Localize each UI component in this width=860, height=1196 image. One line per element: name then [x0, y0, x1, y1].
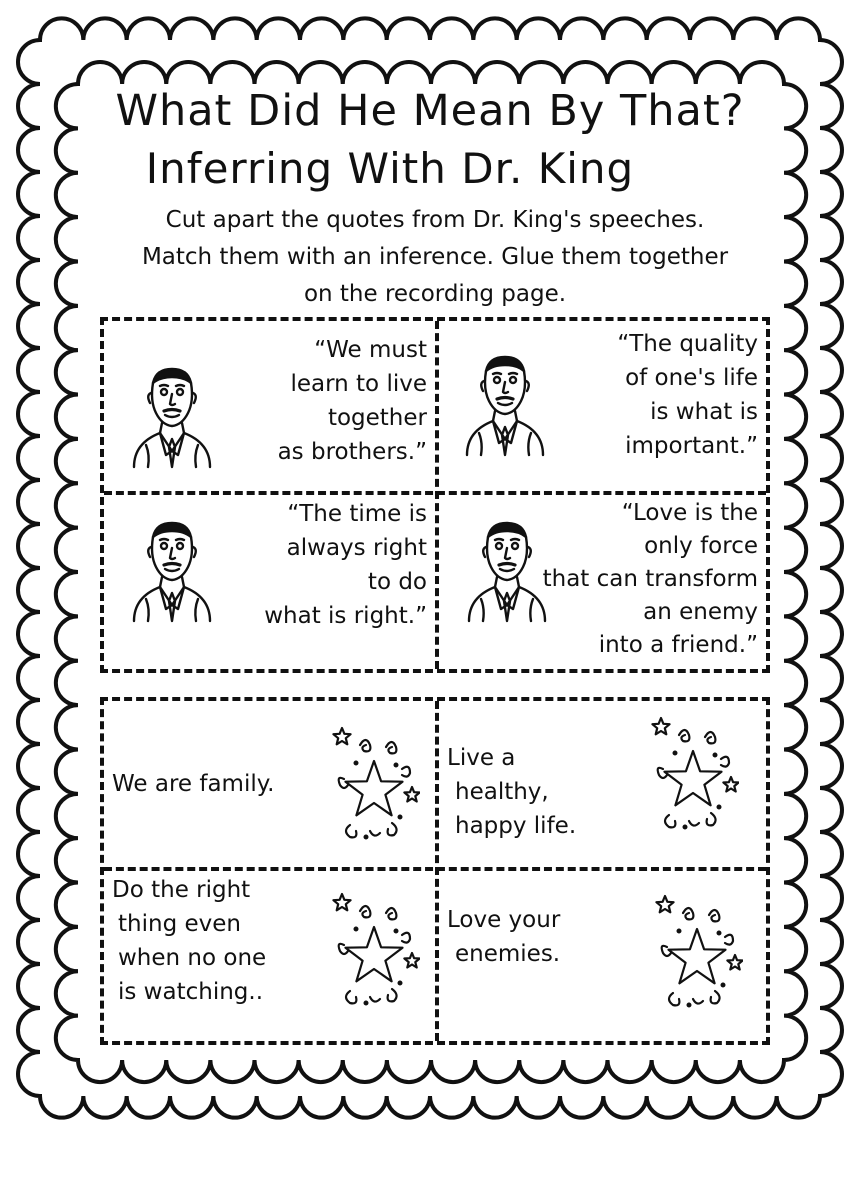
quote-line: into a friend.”	[598, 632, 758, 658]
dr-king-portrait-icon	[126, 517, 218, 623]
quote-card-1[interactable]	[104, 321, 435, 491]
quote-line: “Love is the	[621, 500, 758, 526]
instruction-line: Match them with an inference. Glue them together	[141, 244, 729, 270]
inference-card-3[interactable]	[104, 871, 435, 1041]
inference-line: thing even	[118, 911, 241, 937]
inference-line: Do the right	[112, 877, 251, 903]
inference-line: We are family.	[112, 771, 275, 797]
quote-line: only force	[644, 533, 758, 559]
quote-line: as brothers.”	[277, 439, 427, 465]
quote-text	[543, 497, 758, 662]
quote-line: together	[327, 405, 427, 431]
quote-line: to do	[367, 569, 427, 595]
page-subtitle: Inferring With Dr. King	[145, 144, 635, 193]
quote-text	[264, 497, 427, 633]
quote-text	[278, 333, 427, 469]
instruction-line: on the recording page.	[303, 281, 567, 307]
inference-card-1[interactable]	[104, 701, 435, 867]
inference-line: enemies.	[455, 941, 561, 967]
inference-cards-grid	[100, 697, 770, 1045]
quote-text	[617, 327, 758, 463]
inference-text	[112, 767, 274, 801]
dr-king-portrait-icon	[459, 351, 551, 457]
inference-line: is watching..	[118, 979, 264, 1005]
quote-line: “The quality	[617, 331, 758, 357]
quote-line: learn to live	[290, 371, 427, 397]
page-title: What Did He Mean By That?	[115, 86, 745, 136]
inference-line: healthy,	[455, 779, 549, 805]
star-doodle-icon	[649, 715, 739, 835]
quote-line: that can transform	[542, 566, 758, 592]
quote-line: an enemy	[643, 599, 758, 625]
star-doodle-icon	[653, 893, 743, 1013]
instruction-line: Cut apart the quotes from Dr. King's speeches.	[165, 207, 705, 233]
quote-card-3[interactable]	[104, 495, 435, 669]
quote-card-2[interactable]	[439, 321, 766, 491]
quote-line: “We must	[314, 337, 427, 363]
inference-text	[112, 873, 266, 1009]
star-doodle-icon	[330, 891, 420, 1011]
quote-line: of one's life	[625, 365, 758, 391]
quote-card-4[interactable]	[439, 495, 766, 669]
inference-line: when no one	[118, 945, 267, 971]
dr-king-portrait-icon	[126, 363, 218, 469]
quote-line: important.”	[625, 433, 758, 459]
quote-line: is what is	[650, 399, 758, 425]
quote-cards-grid	[100, 317, 770, 673]
instructions	[90, 202, 780, 313]
quote-line: “The time is	[287, 501, 427, 527]
quote-line: always right	[286, 535, 427, 561]
inference-text	[447, 741, 576, 843]
quote-line: what is right.”	[264, 603, 427, 629]
inference-card-2[interactable]	[439, 701, 766, 867]
inference-line: happy life.	[455, 813, 577, 839]
inference-card-4[interactable]	[439, 871, 766, 1041]
inference-line: Love your	[447, 907, 561, 933]
dr-king-portrait-icon	[461, 517, 553, 623]
inference-text	[447, 903, 560, 971]
inference-line: Live a	[447, 745, 516, 771]
star-doodle-icon	[330, 725, 420, 845]
